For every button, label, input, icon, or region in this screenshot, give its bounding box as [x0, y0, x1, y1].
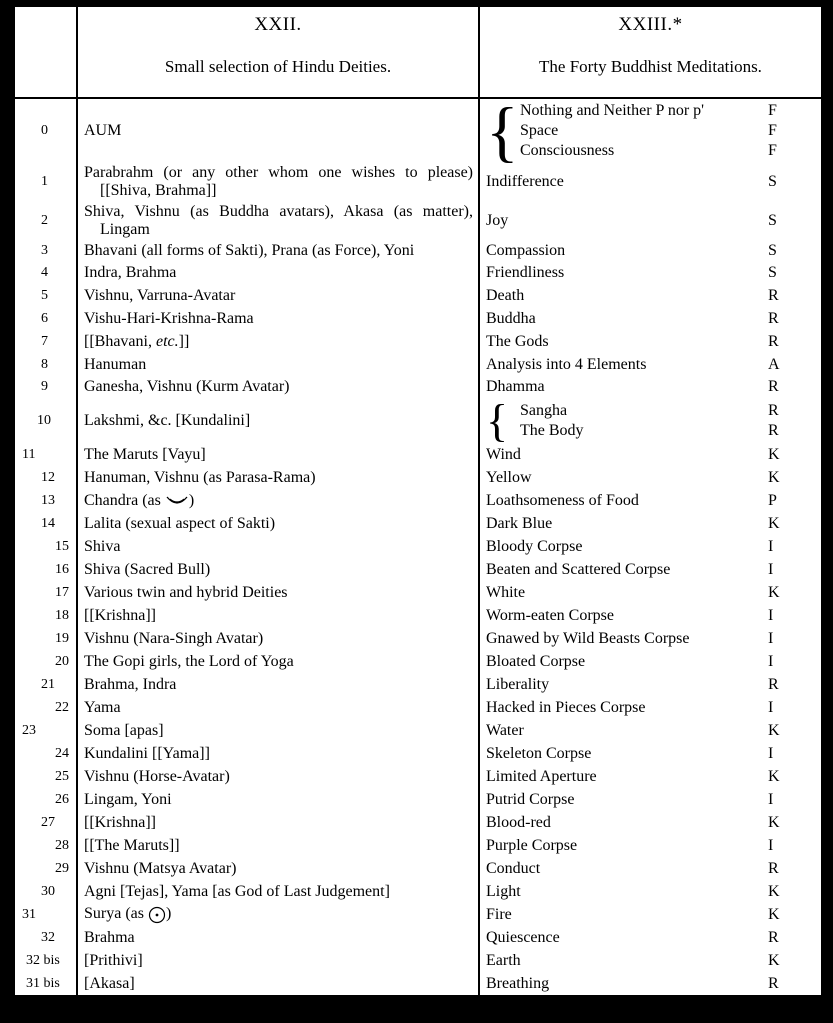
column-number-xxii: XXII. [254, 14, 302, 35]
deity-text: Shiva, Vishnu (as Buddha avatars), Akasa (as matter), Lingam [84, 202, 473, 238]
meditation-cell: Breathing [486, 974, 550, 992]
row-number: 5 [41, 287, 48, 303]
table-row [15, 696, 821, 719]
deity-cell [84, 627, 473, 650]
meditation-group [486, 394, 816, 446]
table-row [15, 443, 821, 466]
meditation-cell: Compassion [486, 242, 566, 259]
deity-text [84, 492, 194, 510]
deity-cell [84, 926, 473, 949]
meditation-code: A [768, 355, 780, 373]
meditation-cell: White [486, 583, 526, 601]
meditation-line [520, 401, 816, 421]
deity-text: Brahma [84, 928, 135, 946]
deity-text [84, 333, 189, 351]
table-row [15, 240, 821, 262]
table-row [15, 811, 821, 834]
column-number-xxiii: XXIII.* [618, 14, 683, 35]
meditation-code: I [768, 560, 774, 578]
meditation-code: R [768, 378, 779, 395]
meditation-code: I [768, 537, 774, 555]
meditation-code: R [768, 928, 779, 946]
row-number: 32 [41, 929, 55, 945]
meditation-code: R [768, 401, 779, 419]
meditation-cell: Purple Corpse [486, 836, 578, 854]
row-number: 6 [41, 310, 48, 326]
deity-text: Vishu-Hari-Krishna-Rama [84, 309, 254, 327]
meditation-cell: Fire [486, 905, 512, 923]
meditation-cell: Dhamma [486, 378, 545, 395]
table-row [15, 376, 821, 398]
table-row [15, 972, 821, 995]
row-number: 30 [41, 883, 55, 899]
deity-text: Lalita (sexual aspect of Sakti) [84, 514, 276, 532]
table-row [15, 489, 821, 512]
deity-text-part: Surya (as [84, 905, 148, 923]
meditation-code: S [768, 264, 777, 281]
deity-cell [84, 558, 473, 581]
row-number: 1 [41, 173, 48, 189]
meditation-code: K [768, 514, 780, 532]
deity-cell [84, 162, 473, 201]
deity-text: Vishnu, Varruna-Avatar [84, 286, 236, 304]
deity-cell [84, 604, 473, 627]
table-row [15, 353, 821, 376]
meditation-code: K [768, 583, 780, 601]
deity-text: Agni [Tejas], Yama [as God of Last Judgement] [84, 882, 390, 900]
table-sheet [15, 7, 821, 995]
meditation-cell: Quiescence [486, 928, 560, 946]
deity-text-part: ) [188, 491, 195, 509]
deity-text: Lingam, Yoni [84, 790, 172, 808]
meditation-code: R [768, 332, 779, 350]
deity-text: [Prithivi] [84, 951, 143, 969]
deity-text: The Gopi girls, the Lord of Yoga [84, 652, 294, 670]
table-row [15, 903, 821, 926]
deity-text: Yama [84, 698, 121, 716]
deity-cell [84, 535, 473, 558]
row-number: 14 [41, 515, 55, 531]
column-header-xxii [78, 15, 478, 77]
deity-cell [84, 466, 473, 489]
table-row [15, 834, 821, 857]
meditation-group [486, 92, 816, 169]
deity-cell [84, 201, 473, 240]
deity-cell [84, 788, 473, 811]
row-number: 8 [41, 356, 48, 372]
meditation-code: K [768, 721, 780, 739]
meditation-cell: Joy [486, 211, 509, 229]
deity-text: [[Krishna]] [84, 813, 156, 831]
meditation-cell: Earth [486, 951, 521, 969]
deity-text: Lakshmi, &c. [Kundalini] [84, 411, 251, 429]
deity-cell [84, 903, 473, 926]
meditation-code: R [768, 675, 779, 693]
meditation-cell: Wind [486, 445, 521, 463]
meditation-code: K [768, 882, 780, 900]
deity-cell [84, 330, 473, 353]
deity-cell [84, 719, 473, 742]
meditation-cell: Light [486, 882, 521, 900]
row-number: 16 [55, 561, 69, 577]
deity-cell [84, 581, 473, 604]
meditation-code: F [768, 101, 777, 119]
meditation-cell: Water [486, 721, 524, 739]
meditation-code: P [768, 491, 777, 509]
row-number: 4 [41, 265, 48, 280]
deity-cell [84, 857, 473, 880]
deity-cell [84, 376, 473, 398]
row-number: 31 [22, 906, 36, 922]
column-title-hindu-deities: Small selection of Hindu Deities. [164, 57, 392, 76]
meditation-cell: Loathsomeness of Food [486, 491, 639, 509]
row-number: 22 [55, 699, 69, 715]
row-number: 19 [55, 630, 69, 646]
deity-cell [84, 240, 473, 262]
meditation-cell: Blood-red [486, 813, 551, 831]
column-title-buddhist-meditations: The Forty Buddhist Meditations. [539, 57, 762, 76]
deity-text: Soma [apas] [84, 721, 164, 739]
row-number: 17 [55, 584, 69, 600]
row-number: 29 [55, 860, 69, 876]
deity-cell [84, 742, 473, 765]
meditation-cell: Limited Aperture [486, 767, 597, 785]
deity-cell [84, 972, 473, 995]
table-row [15, 604, 821, 627]
meditation-cell: Liberality [486, 675, 550, 693]
deity-text: Parabrahm (or any other whom one wishes to please) [[Shiva, Brahma]] [84, 163, 473, 199]
brace-icon: { [486, 92, 519, 169]
table-row [15, 788, 821, 811]
deity-text [84, 905, 171, 923]
deity-text: Hanuman, Vishnu (as Parasa-Rama) [84, 468, 316, 486]
meditation-cell: Worm-eaten Corpse [486, 606, 614, 624]
deity-text: The Maruts [Vayu] [84, 445, 206, 463]
row-number: 18 [55, 607, 69, 623]
meditation-cell: Beaten and Scattered Corpse [486, 560, 671, 578]
meditation-code: F [768, 121, 777, 139]
row-number: 24 [55, 745, 69, 761]
table-row [15, 673, 821, 696]
table-row [15, 284, 821, 307]
meditation-code: I [768, 606, 774, 624]
meditation-cell: Friendliness [486, 264, 565, 281]
meditation-code: S [768, 211, 777, 229]
deity-text-italic: etc. [155, 332, 179, 350]
meditation-cell: Indifference [486, 172, 564, 190]
table-row [15, 742, 821, 765]
deity-text: Shiva (Sacred Bull) [84, 560, 211, 578]
table-row [15, 330, 821, 353]
deity-text: Hanuman [84, 355, 147, 373]
meditation-line [520, 421, 816, 441]
table-row [15, 949, 821, 972]
meditation-cell: Bloated Corpse [486, 652, 586, 670]
table-row [15, 558, 821, 581]
table-row [15, 512, 821, 535]
meditation-cell: Bloody Corpse [486, 537, 583, 555]
deity-text: AUM [84, 121, 122, 139]
meditation-code: R [768, 309, 779, 327]
row-number: 28 [55, 837, 69, 853]
table-row [15, 262, 821, 284]
meditation-code: R [768, 859, 779, 877]
meditation-line [520, 121, 816, 141]
column-header-xxiii [480, 15, 821, 77]
meditation-code: R [768, 421, 779, 439]
deity-cell [84, 949, 473, 972]
meditation-code: I [768, 652, 774, 670]
row-number: 0 [41, 122, 48, 138]
deity-text-part: [[Bhavani, [84, 332, 156, 350]
deity-text-part: ]] [178, 332, 190, 350]
meditation-code: K [768, 468, 780, 486]
meditation-line [520, 141, 816, 161]
meditation-cell: The Body [520, 421, 584, 439]
table-row [15, 307, 821, 330]
table-row [15, 535, 821, 558]
meditation-cell: Buddha [486, 309, 536, 327]
deity-text: Shiva [84, 537, 121, 555]
deity-text: Kundalini [[Yama]] [84, 744, 210, 762]
meditation-cell: Conduct [486, 859, 541, 877]
deity-cell [84, 398, 473, 443]
deity-cell [84, 284, 473, 307]
row-number: 9 [41, 379, 48, 394]
meditation-code: I [768, 698, 774, 716]
deity-text: Vishnu (Horse-Avatar) [84, 767, 230, 785]
moon-symbol-icon [165, 492, 189, 509]
deity-text: Bhavani (all forms of Sakti), Prana (as Force), Yoni [84, 242, 415, 259]
deity-text: Vishnu (Nara-Singh Avatar) [84, 629, 264, 647]
table-row [15, 880, 821, 903]
deity-cell [84, 880, 473, 903]
deity-text: Indra, Brahma [84, 264, 177, 281]
deity-cell [84, 650, 473, 673]
deity-cell [84, 673, 473, 696]
meditation-code: K [768, 813, 780, 831]
row-number: 27 [41, 814, 55, 830]
row-number: 2 [41, 212, 48, 228]
deity-text: Vishnu (Matsya Avatar) [84, 859, 237, 877]
row-number: 10 [37, 412, 51, 428]
deity-text: [Akasa] [84, 974, 135, 992]
meditation-code: F [768, 141, 777, 159]
row-number: 12 [41, 469, 55, 485]
table-row [15, 627, 821, 650]
deity-text-part: ) [165, 905, 172, 923]
meditation-cell: Hacked in Pieces Corpse [486, 698, 646, 716]
deity-cell [84, 99, 473, 162]
deity-cell [84, 489, 473, 512]
row-number: 26 [55, 791, 69, 807]
meditation-code: K [768, 951, 780, 969]
table-row [15, 857, 821, 880]
deity-cell [84, 443, 473, 466]
row-number: 7 [41, 333, 48, 349]
table-row [15, 719, 821, 742]
row-number: 3 [41, 243, 48, 258]
deity-text: Ganesha, Vishnu (Kurm Avatar) [84, 378, 290, 395]
deity-cell [84, 307, 473, 330]
meditation-cell: Analysis into 4 Elements [486, 355, 647, 373]
brace-icon: { [486, 394, 509, 446]
row-number: 15 [55, 538, 69, 554]
meditation-code: I [768, 836, 774, 854]
sun-symbol-icon [148, 905, 166, 922]
meditation-cell: Gnawed by Wild Beasts Corpse [486, 629, 690, 647]
deity-cell [84, 262, 473, 284]
table-row [15, 162, 821, 201]
meditation-code: K [768, 905, 780, 923]
deity-cell [84, 834, 473, 857]
table-row [15, 92, 821, 169]
deity-cell [84, 811, 473, 834]
table-row [15, 765, 821, 788]
meditation-cell: Skeleton Corpse [486, 744, 592, 762]
meditation-cell: Death [486, 286, 525, 304]
meditation-cell: Consciousness [520, 141, 615, 159]
row-number: 20 [55, 653, 69, 669]
meditation-cell: Nothing and Neither P nor p' [520, 101, 705, 119]
meditation-code: K [768, 767, 780, 785]
meditation-code: R [768, 974, 779, 992]
meditation-cell: Putrid Corpse [486, 790, 575, 808]
deity-text: Various twin and hybrid Deities [84, 583, 288, 601]
meditation-code: S [768, 172, 777, 190]
meditation-cell: Sangha [520, 401, 568, 419]
meditation-code: R [768, 286, 779, 304]
table-row [15, 394, 821, 446]
deity-text-part: Chandra (as [84, 491, 165, 509]
row-number: 32 bis [26, 952, 60, 968]
deity-cell [84, 353, 473, 376]
table-row [15, 466, 821, 489]
deity-text: Brahma, Indra [84, 675, 177, 693]
meditation-cell: Yellow [486, 468, 532, 486]
row-number: 25 [55, 768, 69, 784]
row-number: 21 [41, 676, 55, 692]
meditation-code: S [768, 242, 777, 259]
meditation-code: I [768, 744, 774, 762]
meditation-cell: The Gods [486, 332, 549, 350]
row-number: 13 [41, 492, 55, 508]
deity-cell [84, 765, 473, 788]
meditation-cell: Space [520, 121, 559, 139]
meditation-line [520, 101, 816, 121]
table-row [15, 581, 821, 604]
row-number: 31 bis [26, 975, 60, 991]
table-row [15, 926, 821, 949]
table-row [15, 650, 821, 673]
deity-cell [84, 696, 473, 719]
row-number: 11 [22, 446, 36, 462]
meditation-code: K [768, 445, 780, 463]
meditation-cell: Dark Blue [486, 514, 553, 532]
meditation-code: I [768, 790, 774, 808]
deity-text: [[Krishna]] [84, 606, 156, 624]
deity-text: [[The Maruts]] [84, 836, 180, 854]
meditation-code: I [768, 629, 774, 647]
table-body [15, 92, 821, 995]
table-row [15, 201, 821, 240]
row-number: 23 [22, 722, 36, 738]
deity-cell [84, 512, 473, 535]
